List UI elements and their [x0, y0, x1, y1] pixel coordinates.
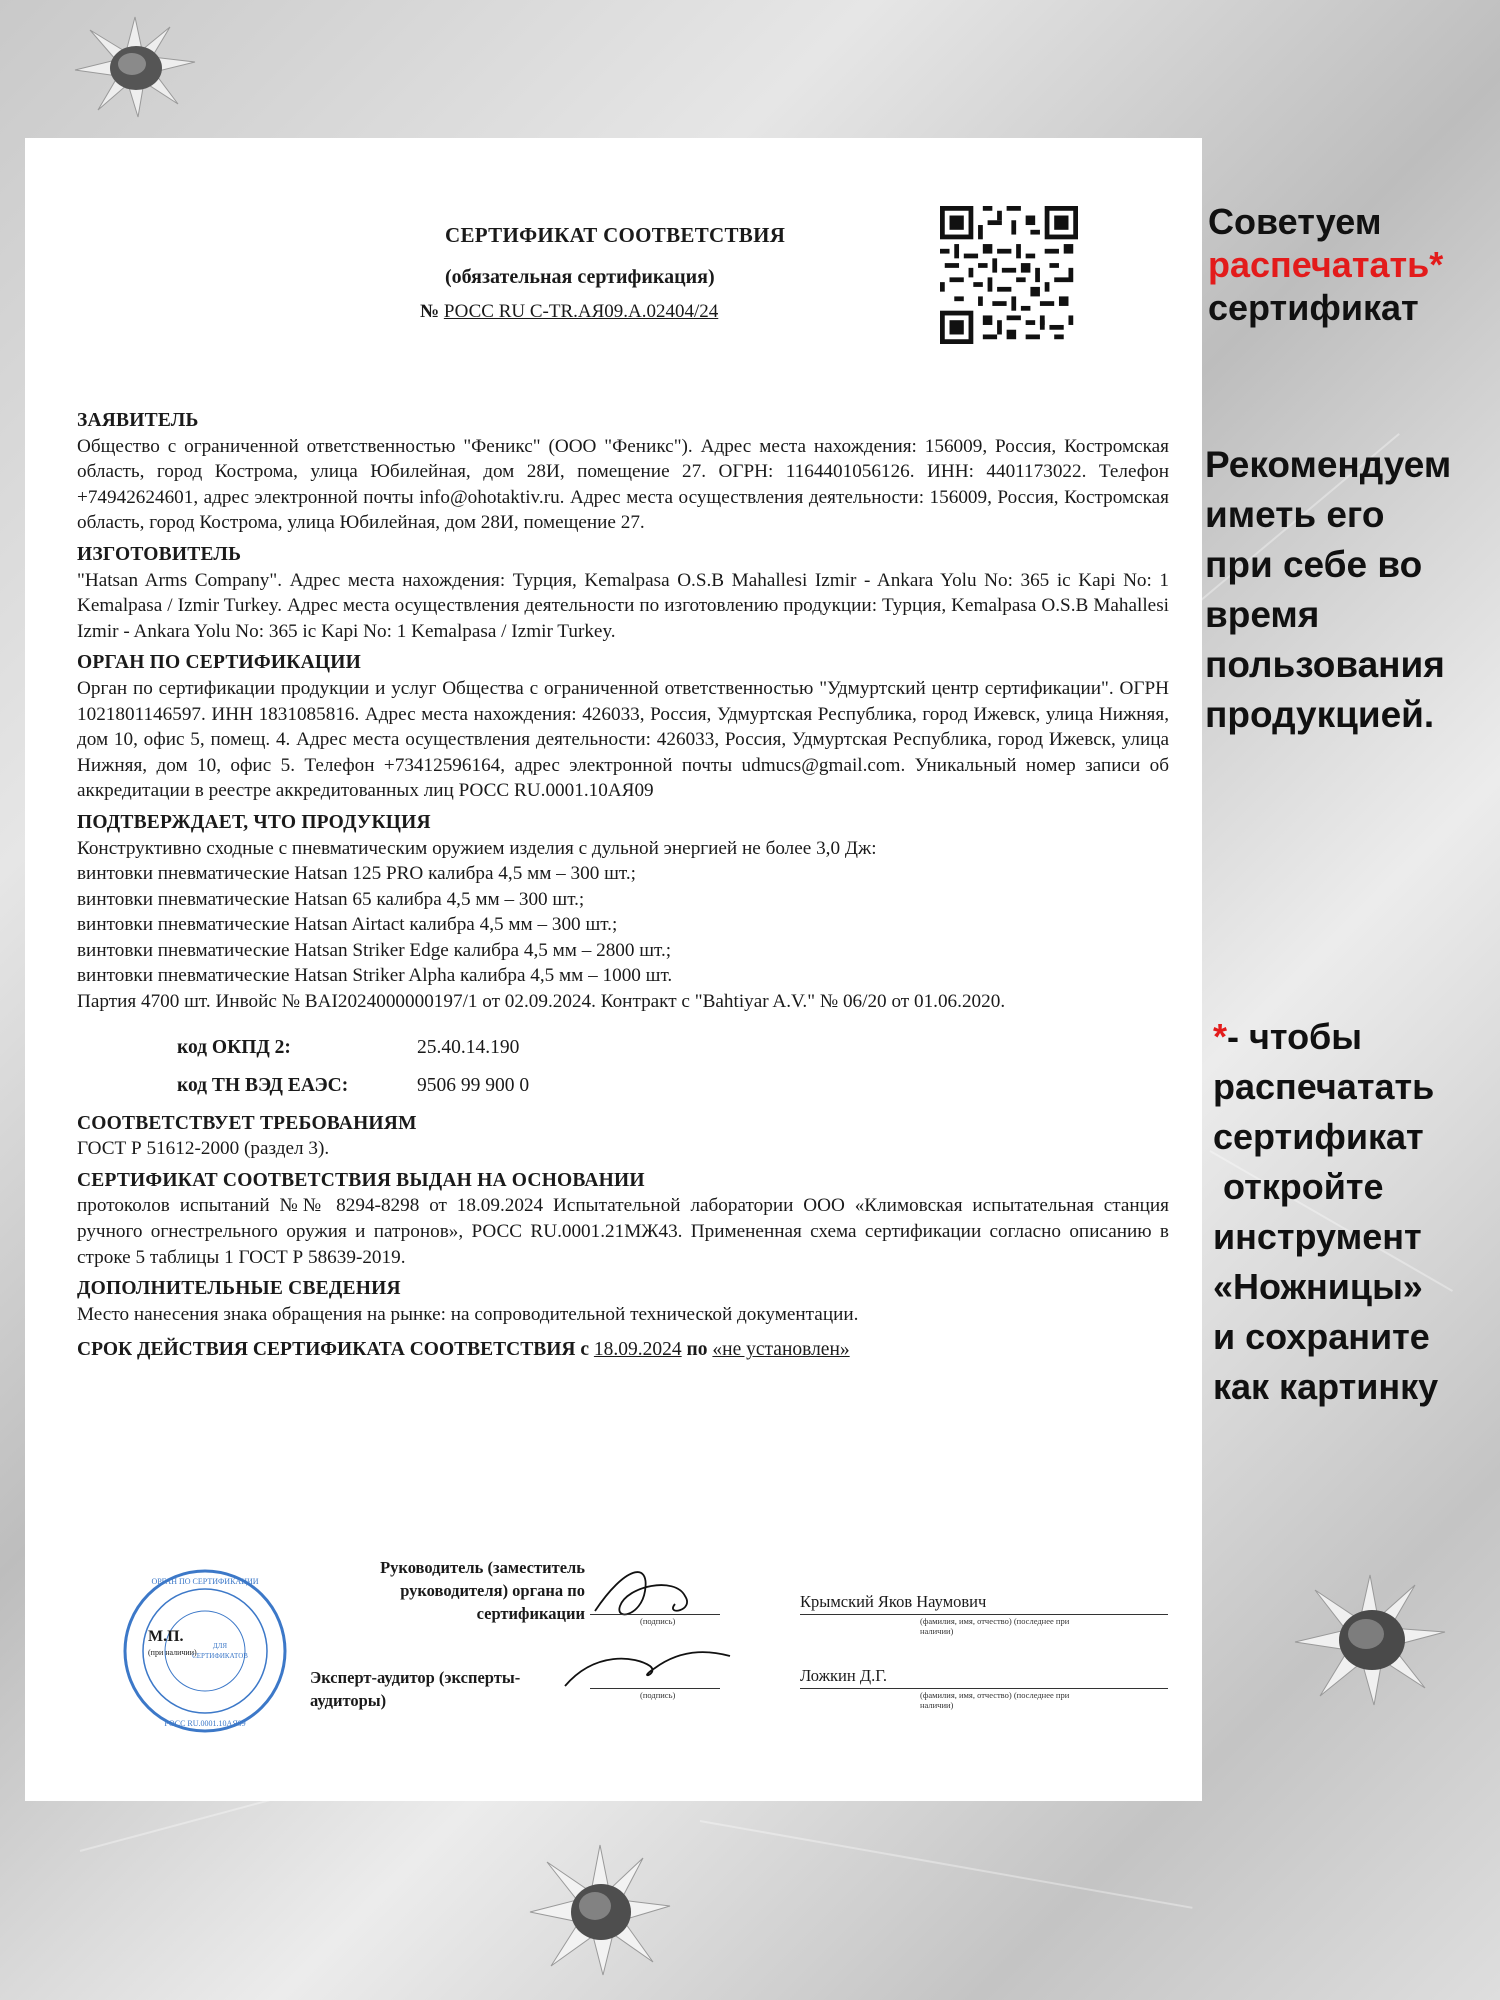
- certificate-number: № РОСС RU C-TR.АЯ09.А.02404/24: [420, 301, 719, 322]
- section-heading: СООТВЕТСТВУЕТ ТРЕБОВАНИЯМ: [77, 1112, 417, 1134]
- certificate-title: СЕРТИФИКАТ СООТВЕТСТВИЯ: [445, 223, 786, 247]
- signature-line: [590, 1614, 720, 1615]
- certificate-subtitle: (обязательная сертификация): [445, 266, 715, 288]
- signatory-name-expert: Ложкин Д.Г.: [800, 1666, 888, 1685]
- product-line: винтовки пневматические Hatsan 65 калибра 4,5 мм – 300 шт.;: [77, 888, 585, 910]
- name-line: [800, 1614, 1168, 1615]
- signature-line: [590, 1688, 720, 1689]
- section-text: ГОСТ Р 51612-2000 (раздел 3).: [77, 1138, 330, 1160]
- product-batch: Партия 4700 шт. Инвойс № BAI2024000000197/1 от 02.09.2024. Контракт с "Bahtiyar A.V." № 06/20 от 01.06.2020.: [77, 991, 1006, 1013]
- section-certification-body: [77, 650, 1169, 804]
- section-text: протоколов испытаний №№ 8294-8298 от 18.09.2024 Испытательной лаборатории ООО «Климовская испытательная станция ручного огнестрельного оружия и патронов», РОСС RU.0001.21МЖ43. Примененная схема сертификации согласно описанию в строке 5 таблицы 1 ГОСТ Р 58639-2019.: [77, 1195, 1169, 1268]
- keep-advice: Рекомендуем иметь его при себе во время пользования продукцией.: [1205, 444, 1452, 735]
- print-instructions: *- чтобы распечатать сертификат откройте инструмент «Ножницы» и сохраните как картинку: [1213, 1016, 1439, 1407]
- certificate-body: [77, 402, 1169, 1363]
- signature-scribble: [555, 1556, 755, 1706]
- stamp-note: (при наличии): [148, 1648, 197, 1657]
- section-additional: [77, 1276, 1169, 1327]
- code-label: код ТН ВЭД ЕАЭС:: [177, 1074, 349, 1096]
- validity-period: СРОК ДЕЙСТВИЯ СЕРТИФИКАТА СООТВЕТСТВИЯ с 18.09.2024 по «не установлен»: [77, 1339, 850, 1361]
- certificate-document: [25, 138, 1202, 1801]
- name-caption: (фамилия, имя, отчество) (последнее при наличии): [920, 1616, 1070, 1636]
- validity-from: 18.09.2024: [593, 1339, 682, 1361]
- signature-caption: (подпись): [640, 1690, 676, 1700]
- qr-code: [940, 206, 1078, 344]
- code-value: 9506 99 900 0: [417, 1074, 530, 1096]
- product-line: Конструктивно сходные с пневматическим оружием изделия с дульной энергией не более 3,0 Дж:: [77, 837, 877, 859]
- stamp-seal: [120, 1566, 290, 1736]
- section-text: Орган по сертификации продукции и услуг Общества с ограниченной ответственностью "Удмуртский центр сертификации". ОГРН 1021801146597. ИНН 1831085816. Адрес места нахождения: 426033, Россия, Удмуртская Республика, город Ижевск, улица Нижняя, дом 10, офис 5, помещ. 4. Адрес места осуществления деятельности: 426033, Россия, Удмуртская Республика, город Ижевск, улица Нижняя, дом 10, офис 5. Телефон +73412596164, адрес электронной почты udmucs@gmail.com. Уникальный номер записи об аккредитации в реестре аккредитованных лиц РОСС RU.0001.10АЯ09: [77, 677, 1169, 802]
- product-line: винтовки пневматические Hatsan Striker Edge калибра 4,5 мм – 2800 шт.;: [77, 939, 672, 961]
- validity-to: «не установлен»: [712, 1339, 850, 1361]
- signatory-role-expert: Эксперт-аудитор (эксперты-аудиторы): [310, 1668, 521, 1710]
- section-heading: ОРГАН ПО СЕРТИФИКАЦИИ: [77, 652, 361, 674]
- section-heading: ДОПОЛНИТЕЛЬНЫЕ СВЕДЕНИЯ: [77, 1278, 401, 1300]
- code-label: код ОКПД 2:: [177, 1036, 291, 1058]
- svg-text:ДЛЯ: ДЛЯ: [212, 1642, 228, 1650]
- bullet-hole-icon: [70, 12, 200, 122]
- code-row: [77, 1067, 1169, 1105]
- print-advice: Советуем распечатать* сертификат: [1208, 201, 1444, 328]
- signatory-name-head: Крымский Яков Наумович: [800, 1592, 987, 1611]
- section-manufacturer: [77, 542, 1169, 644]
- section-text: Общество с ограниченной ответственностью "Феникс" (ООО "Феникс"). Адрес места нахождения: 156009, Россия, Костромская область, город Кострома, улица Юбилейная, дом 28И, помещение 27. ОГРН: 1164401056126. ИНН: 4401173022. Телефон +74942624601, адрес электронной почты info@ohotaktiv.ru. Адрес места осуществления деятельности: 156009, Россия, Костромская область, город Кострома, улица Юбилейная, дом 28И, помещение 27.: [77, 435, 1169, 534]
- product-line: винтовки пневматические Hatsan 125 PRO калибра 4,5 мм – 300 шт.;: [77, 863, 636, 885]
- svg-text:СЕРТИФИКАТОВ: СЕРТИФИКАТОВ: [192, 1652, 248, 1660]
- bullet-hole-icon: [1290, 1570, 1450, 1710]
- name-line: [800, 1688, 1168, 1689]
- section-heading: СЕРТИФИКАТ СООТВЕТСТВИЯ ВЫДАН НА ОСНОВАНИИ: [77, 1169, 645, 1191]
- stamp-label: М.П.: [148, 1628, 184, 1645]
- section-text: "Hatsan Arms Company". Адрес места нахождения: Турция, Kemalpasa O.S.B Mahallesi Izmir - Ankara Yolu No: 365 ic Kapi No: 1 Kemalpasa / Izmir Turkey. Адрес места осуществления деятельности по изготовлению продукции: Турция, Kemalpasa O.S.B Mahallesi Izmir - Ankara Yolu No: 365 ic Kapi No: 1 Kemalpasa / Izmir Turkey.: [77, 569, 1169, 642]
- code-value: 25.40.14.190: [417, 1036, 520, 1058]
- signature-caption: (подпись): [640, 1616, 676, 1626]
- section-requirements: [77, 1111, 1169, 1162]
- section-heading: ЗАЯВИТЕЛЬ: [77, 410, 199, 431]
- product-line: винтовки пневматические Hatsan Striker Alpha калибра 4,5 мм – 1000 шт.: [77, 965, 673, 987]
- section-heading: ИЗГОТОВИТЕЛЬ: [77, 543, 242, 565]
- name-caption: (фамилия, имя, отчество) (последнее при наличии): [920, 1690, 1070, 1710]
- section-product: [77, 810, 1169, 1015]
- bullet-hole-icon: [525, 1840, 675, 1980]
- svg-text:РОСС RU.0001.10АЯ09: РОСС RU.0001.10АЯ09: [164, 1719, 246, 1728]
- signatory-role-head: Руководитель (заместитель руководителя) органа по сертификации: [380, 1558, 585, 1623]
- svg-text:ОРГАН ПО СЕРТИФИКАЦИИ: ОРГАН ПО СЕРТИФИКАЦИИ: [151, 1577, 259, 1586]
- signature-block: [120, 1556, 1180, 1746]
- product-codes: [77, 1029, 1169, 1105]
- certificate-number-value: РОСС RU C-TR.АЯ09.А.02404/24: [443, 301, 719, 322]
- section-basis: [77, 1168, 1169, 1270]
- section-text: Место нанесения знака обращения на рынке: на сопроводительной технической документации.: [77, 1303, 859, 1325]
- product-line: винтовки пневматические Hatsan Airtact калибра 4,5 мм – 300 шт.;: [77, 914, 618, 936]
- section-heading: ПОДТВЕРЖДАЕТ, ЧТО ПРОДУКЦИЯ: [77, 811, 431, 833]
- section-applicant: [77, 408, 1169, 536]
- code-row: [77, 1029, 1169, 1067]
